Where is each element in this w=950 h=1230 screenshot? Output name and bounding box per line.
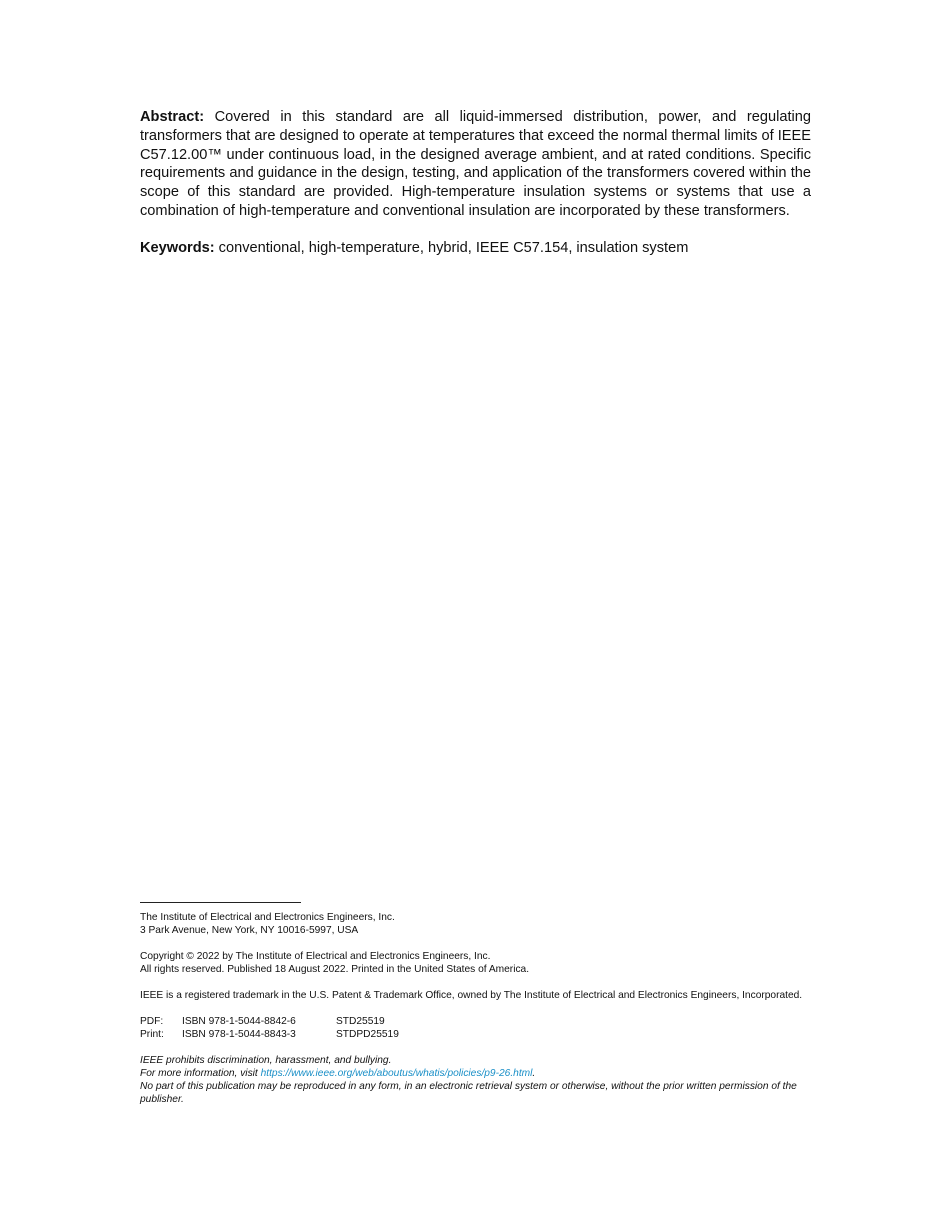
- footnote-divider: [140, 902, 301, 903]
- isbn-label: PDF:: [140, 1016, 164, 1027]
- std-code: STDPD25519: [336, 1029, 399, 1040]
- more-info-suffix: .: [532, 1068, 536, 1079]
- publisher-name: The Institute of Electrical and Electronics Engineers, Inc.: [140, 912, 395, 923]
- copyright-line: Copyright © 2022 by The Institute of Electrical and Electronics Engineers, Inc.: [140, 951, 491, 962]
- abstract-label: Abstract:: [140, 109, 205, 125]
- abstract-text: Covered in this standard are all liquid-immersed distribution, power, and regulating transformers that are designed to operate at temperatures that exceed the normal thermal limits of IEEE C57.12.00™ under continuous load, in the designed average ambient, and at rated conditions. Specific requirements and guidance in the design, testing, and application of the transformers covered within the scope of this standard are provided. High-temperature insulation systems or systems that use a combination of high-temperature and conventional insulation are incorporated by these transformers.: [140, 109, 811, 219]
- trademark-notice: IEEE is a registered trademark in the U.S. Patent & Trademark Office, owned by The Institute of Electrical and Electronics Engineers, Incorporated.: [140, 990, 803, 1001]
- reproduction-notice: No part of this publication may be reproduced in any form, in an electronic retrieval system or otherwise, without the prior written permission of the publisher.: [140, 1081, 797, 1105]
- policy-link[interactable]: https://www.ieee.org/web/aboutus/whatis/policies/p9-26.html: [260, 1068, 533, 1079]
- isbn-row-pdf: [140, 1015, 811, 1028]
- isbn-label: Print:: [140, 1029, 164, 1040]
- footer-notes: [140, 902, 811, 1106]
- more-info-prefix: For more information, visit: [140, 1068, 261, 1079]
- rights-line: All rights reserved. Published 18 August 2022. Printed in the United States of America.: [140, 964, 530, 975]
- abstract-paragraph: [140, 108, 811, 221]
- keywords-label: Keywords:: [140, 239, 215, 256]
- std-code: STD25519: [336, 1016, 385, 1027]
- isbn-number: ISBN 978-1-5044-8843-3: [182, 1029, 296, 1040]
- keywords-paragraph: [140, 239, 811, 258]
- policy-line: IEEE prohibits discrimination, harassment, and bullying.: [140, 1055, 392, 1066]
- publisher-address: 3 Park Avenue, New York, NY 10016-5997, USA: [140, 925, 359, 936]
- keywords-text: conventional, high-temperature, hybrid, IEEE C57.154, insulation system: [218, 239, 689, 256]
- isbn-row-print: [140, 1028, 811, 1041]
- main-content: [140, 108, 811, 258]
- isbn-number: ISBN 978-1-5044-8842-6: [182, 1016, 296, 1027]
- more-info-line: [140, 1067, 811, 1080]
